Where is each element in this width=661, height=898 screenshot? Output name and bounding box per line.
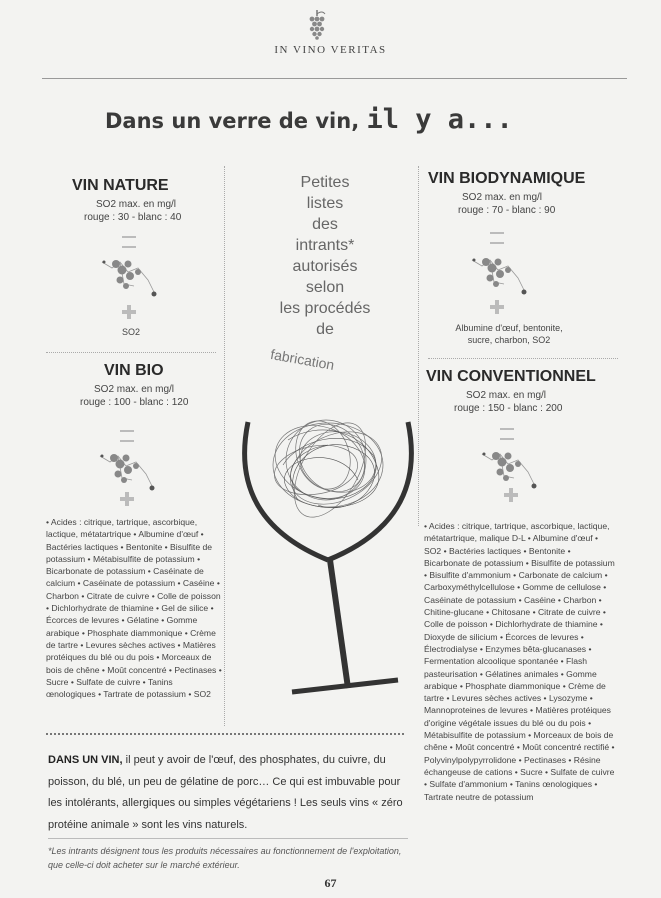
equals-icon xyxy=(120,430,134,442)
so2-label-conventionnel: SO2 max. en mg/l xyxy=(466,390,547,401)
equals-icon xyxy=(500,428,514,440)
section-divider-left xyxy=(46,352,216,353)
center-line: les procédés xyxy=(279,300,371,317)
plus-icon xyxy=(122,305,136,319)
bottom-paragraph xyxy=(48,750,408,836)
main-title xyxy=(105,104,513,135)
center-fabrication: fabrication xyxy=(269,346,336,373)
header-divider xyxy=(42,78,627,79)
so2-values-conventionnel: rouge : 150 - blanc : 200 xyxy=(454,403,563,414)
section-title-bio: VIN BIO xyxy=(104,362,164,379)
center-line: intrants* xyxy=(295,237,355,254)
ingredients-conventionnel: • Acides : citrique, tartrique, ascorbique, lactique, métatartrique, malique D-L • Albumine d'œuf • SO2 • Bactéries lactiques • Bentonite • Bicarbonate de potassium • Bisulfite de potassium • Bisulfite d'ammonium • Carbonate de calcium • Carboxyméthylcellulose • Gomme de cellulose • Caséinate de potassium • Caséine • Charbon • Chitine-glucane • Chitosane • Citrate de cuivre • Colle de poisson • Dichlorhydrate de thiamine • Dioxyde de silicium • Écorces de levures • Électrodialyse • Enzymes bêta-glucanases • Fermentation alcoolique spontanée • Flash pasteurisation • Gélatines animales • Gomme arabique • Phosphate diammonique • Crème de tartre • Levures sèches actives • Lysozyme • Mannoproteines de levures • Matières protéiques d'origine végétale issues du blé ou du pois • Métabisulfite de potassium • Morceaux de bois de chêne • Moût concentré • Moût concentré rectifié • Polyvinylpolypyrrolidone • Pectinases • Résine échangeuse de cations • Sucre • Sulfate de cuivre • Sulfate d'ammonium • Tanins œnologiques • Tartrate neutre de potassium xyxy=(424,521,615,802)
header-title: IN VINO VERITAS xyxy=(274,44,387,56)
bottom-body: il peut y avoir de l'œuf, des phosphates, du cuivre, du poisson, du blé, un peu de gélatine de porc… Ce qui est imbuvable pour les intolérants, allergiques ou simples végétariens ! Les seuls vins « zéro protéine animale » sont les vins naturels. xyxy=(48,754,403,831)
center-line: autorisés xyxy=(292,258,358,275)
column-divider-left xyxy=(224,166,225,726)
equals-icon xyxy=(490,232,504,244)
additives-biodynamique: Albumine d'œuf, bentonite, sucre, charbon, SO2 xyxy=(455,323,563,345)
center-line: des xyxy=(312,216,338,233)
main-title-part2: il y a... xyxy=(366,104,513,135)
so2-label-nature: SO2 max. en mg/l xyxy=(96,199,177,210)
so2-label-biodynamique: SO2 max. en mg/l xyxy=(462,192,543,203)
page-number: 67 xyxy=(324,876,337,890)
main-title-part1: Dans un verre de vin, xyxy=(105,109,367,133)
bottom-lead: DANS UN VIN, xyxy=(48,754,123,766)
section-title-biodynamique: VIN BIODYNAMIQUE xyxy=(428,170,586,187)
footnote-divider xyxy=(48,838,408,839)
molecule-icon xyxy=(98,250,158,300)
center-line: selon xyxy=(305,279,345,296)
molecule-icon xyxy=(478,442,538,492)
bottom-divider xyxy=(46,733,404,735)
center-intro xyxy=(240,172,410,340)
plus-icon xyxy=(120,492,134,506)
section-divider-right xyxy=(428,358,618,359)
center-line: listes xyxy=(306,195,344,212)
footnote: *Les intrants désignent tous les produits nécessaires au fonctionnement de l'exploitation, que celle-ci doit acheter sur le marché extérieur. xyxy=(48,846,402,870)
section-title-conventionnel: VIN CONVENTIONNEL xyxy=(426,368,596,385)
equals-icon xyxy=(122,236,136,248)
grape-icon xyxy=(308,8,326,40)
so2-values-nature: rouge : 30 - blanc : 40 xyxy=(84,212,182,223)
center-line: de xyxy=(316,321,334,338)
plus-icon xyxy=(490,300,504,314)
plus-icon xyxy=(504,488,518,502)
so2-values-bio: rouge : 100 - blanc : 120 xyxy=(80,397,189,408)
ingredients-bio: • Acides : citrique, tartrique, ascorbique, lactique, métatartrique • Albumine d'œuf • Bactéries lactiques • Bentonite • Bisulfite de potassium • Métabisulfite de potassium • Bicarbonate de potassium • Caséinate de calcium • Caséinate de potassium • Caséine • Charbon • Citrate de cuivre • Colle de poisson • Dichlorhydrate de thiamine • Gel de silice • Écorces de levures • Gélatine • Gomme arabique • Phosphate diammonique • Crème de tartre • Levures sèches actives • Matières protéiques du blé ou du pois • Morceaux de bois de chêne • Moût concentré • Pectinases • Sucre • Sulfate de cuivre • Tanins œnologiques • Tartrate de potassium • SO2 xyxy=(46,517,222,700)
molecule-icon xyxy=(96,444,156,494)
so2-values-biodynamique: rouge : 70 - blanc : 90 xyxy=(458,205,556,216)
center-line: Petites xyxy=(300,174,350,191)
molecule-icon xyxy=(468,248,528,298)
additives-nature: SO2 xyxy=(122,327,141,337)
wine-glass-illustration xyxy=(228,410,428,710)
section-title-nature: VIN NATURE xyxy=(72,177,169,194)
so2-label-bio: SO2 max. en mg/l xyxy=(94,384,175,395)
